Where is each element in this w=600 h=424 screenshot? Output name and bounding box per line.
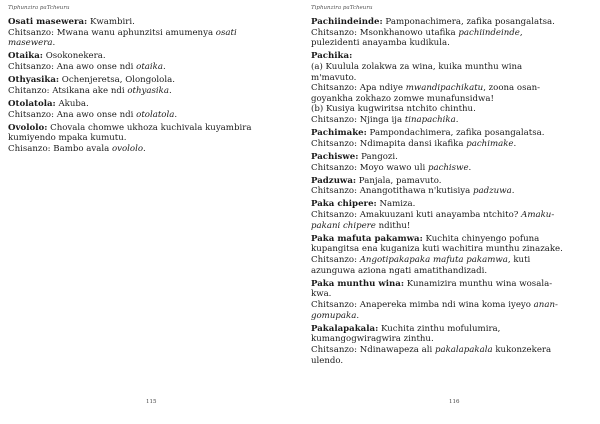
entry-text: Kuchita zinthu mofulumira, (378, 323, 501, 334)
entry-line (311, 210, 577, 221)
entry-text: Chitsanzo: Anapereka mimba ndi wina koma iyeyo (311, 300, 534, 310)
entry-text: . (52, 38, 56, 49)
entry-text: Pampondachimera, zafika posangalatsa. (366, 128, 545, 139)
entry-line (8, 62, 263, 73)
entry-line (8, 28, 263, 39)
dictionary-entries (8, 17, 263, 157)
entry-line (311, 324, 577, 335)
entry-text: azunguwa aziona ngati amatithandizadi. (311, 265, 488, 276)
entry-text: , (519, 27, 523, 38)
dictionary-entry (8, 17, 263, 49)
entry-text: kumiyendo mpaka kumutu. (8, 133, 127, 144)
entry-line (311, 345, 577, 356)
entry-text: , kuti (507, 255, 531, 266)
entry-line (311, 139, 577, 150)
entry-line (8, 75, 263, 86)
entry-line (311, 62, 577, 73)
entry-text: ulendo. (311, 355, 344, 366)
entry-line (311, 163, 577, 174)
italic-term: pakani chipere (311, 220, 376, 231)
entry-text: Chitsanzo: Ndinawapeza ali (311, 344, 435, 355)
running-header: Tiphunzira paTcheuru (8, 5, 70, 11)
entry-text: . (513, 138, 517, 149)
headword: Pachika: (311, 51, 353, 62)
headword: Padzuwa: (311, 175, 357, 186)
entry-text: , zoona osan- (483, 83, 541, 94)
entry-text: Chitsanzo: Anangotithawa n'kutisiya (311, 186, 474, 197)
dictionary-entry (311, 234, 577, 276)
entry-line (311, 266, 577, 277)
dictionary-entry (311, 51, 577, 125)
dictionary-entry (8, 75, 263, 96)
entry-text: kwa. (311, 289, 332, 300)
entry-text: Pangozi. (358, 151, 398, 162)
entry-line (311, 334, 577, 345)
page-number: 116 (449, 399, 460, 405)
entry-text: . (143, 143, 146, 154)
right-page (300, 0, 600, 424)
entry-line (311, 28, 577, 39)
entry-line (311, 152, 577, 163)
entry-line (311, 73, 577, 84)
entry-text: . (468, 162, 472, 173)
entry-text: Kwambiri. (87, 17, 135, 27)
entry-line (311, 300, 577, 311)
entry-text: Panjala, pamavuto. (356, 175, 442, 186)
entry-text: . (169, 85, 172, 96)
entry-text: Chitsanzo: Amakuuzani kuti anayamba ntchito? (311, 210, 522, 221)
entry-line (311, 128, 577, 139)
headword: Othyasika: (8, 75, 60, 86)
dictionary-entry (311, 324, 577, 366)
entry-line (311, 176, 577, 187)
entry-text: Chitsanzo: (311, 255, 360, 266)
headword: Paka mafuta pakamwa: (311, 233, 423, 244)
entry-text: Chisanzo: Bambo avala (8, 143, 112, 154)
entry-text: Ochenjeretsa, Olongolola. (59, 75, 175, 86)
entry-line (311, 51, 577, 62)
italic-term: otaika (136, 61, 163, 72)
dictionary-entry (8, 123, 263, 155)
entry-line (8, 99, 263, 110)
entry-text: m'mavuto. (311, 72, 357, 83)
dictionary-entry (311, 176, 577, 197)
entry-text: (a) Kuulula zolakwa za wina, kuika munthu wina (311, 61, 523, 72)
entry-text: ndithu! (375, 220, 411, 231)
italic-term: padzuwa (473, 186, 512, 197)
entry-line (311, 83, 577, 94)
entry-text: Namiza. (376, 199, 416, 210)
entry-line (311, 356, 577, 367)
running-header: Tiphunzira paTcheuru (311, 5, 373, 11)
entry-text: Chitsanzo: Ana awo onse ndi (8, 61, 137, 72)
entry-line (311, 279, 577, 290)
italic-term: osati (215, 27, 237, 38)
entry-text: kupangitsa ena kuganiza kuti wachitira munthu zinazake. (311, 244, 563, 255)
entry-text: Chitsanzo: Apa ndiye (311, 83, 406, 94)
entry-text: Chitsanzo: Njinga ija (311, 114, 405, 125)
entry-text: . (174, 109, 178, 120)
italic-term: gomupaka (311, 310, 357, 321)
entry-text: (b) Kusiya kugwiritsa ntchito chinthu. (311, 104, 476, 115)
entry-line (8, 17, 263, 28)
entry-line (8, 144, 263, 155)
entry-line (311, 94, 577, 105)
headword: Paka munthu wina: (311, 278, 405, 289)
entry-line (8, 133, 263, 144)
dictionary-entry (311, 279, 577, 321)
headword: Otolatola: (8, 98, 56, 109)
headword: Ovololo: (8, 122, 48, 133)
entry-text: Kuchita chinyengo pofuna (422, 233, 540, 244)
entry-line (311, 234, 577, 245)
entry-line (311, 199, 577, 210)
entry-line (8, 123, 263, 134)
entry-text: Chovala chomwe ukhoza kuchivala kuyambira (47, 122, 252, 133)
entry-text: Akuba. (55, 98, 89, 109)
entry-text: . (163, 61, 166, 72)
entry-line (8, 38, 263, 49)
dictionary-entries (311, 17, 577, 369)
entry-line (311, 244, 577, 255)
entry-text: Chitanzo: Atsikana ake ndi (8, 85, 128, 96)
entry-text: Chitsanzo: Moyo wawo uli (311, 162, 428, 173)
entry-line (311, 289, 577, 300)
italic-term: mwandipachikatu (405, 83, 484, 94)
entry-text: . (455, 114, 459, 125)
entry-line (311, 115, 577, 126)
italic-term: Amaku- (521, 210, 555, 221)
entry-line (311, 38, 577, 49)
headword: Pakalapakala: (311, 323, 379, 334)
entry-text: . (356, 310, 360, 321)
headword: Pachimake: (311, 128, 367, 139)
entry-line (311, 186, 577, 197)
entry-text: Chitsanzo: Ndimapita dansi ikafika (311, 138, 467, 149)
dictionary-entry (8, 51, 263, 72)
italic-term: ovololo (111, 143, 144, 154)
entry-line (311, 104, 577, 115)
entry-text: Pamponachimera, zafika posangalatsa. (382, 17, 555, 27)
entry-line (311, 17, 577, 28)
italic-term: otolatola (136, 109, 175, 120)
headword: Pachiswe: (311, 151, 359, 162)
entry-line (8, 86, 263, 97)
italic-term: Angotipakapaka mafuta pakamwa (359, 255, 508, 266)
italic-term: pakalapakala (434, 344, 493, 355)
italic-term: tinapachika (404, 114, 456, 125)
headword: Otaika: (8, 51, 43, 62)
dictionary-entry (311, 17, 577, 49)
dictionary-entry (311, 199, 577, 231)
headword: Paka chipere: (311, 199, 377, 210)
entry-line (311, 221, 577, 232)
entry-text: Kunamizira munthu wina wosala- (404, 278, 553, 289)
entry-line (311, 255, 577, 266)
italic-term: pachiindeinde (458, 27, 520, 38)
headword: Pachiindeinde: (311, 17, 383, 27)
entry-text: Chitsanzo: Msonkhanowo utafika (311, 27, 459, 38)
entry-text: kukonzekera (492, 344, 552, 355)
dictionary-entry (8, 99, 263, 120)
entry-text: Chitsanzo: Ana awo onse ndi (8, 109, 137, 120)
entry-text: pulezidenti anayamba kudikula. (311, 38, 450, 49)
italic-term: pachiswe (427, 162, 469, 173)
dictionary-entry (311, 152, 577, 173)
entry-line (8, 51, 263, 62)
italic-term: masewera (8, 38, 53, 49)
entry-text: . (511, 186, 515, 197)
italic-term: pachimake (466, 138, 514, 149)
entry-text: Chitsanzo: Mwana wanu aphunzitsi amumenya (8, 27, 216, 38)
dictionary-entry (311, 128, 577, 149)
italic-term: othyasika (127, 85, 169, 96)
entry-line (8, 110, 263, 121)
page-number: 115 (146, 399, 157, 405)
entry-text: kumangogwiragwira zinthu. (311, 334, 434, 345)
entry-line (311, 311, 577, 322)
italic-term: anan- (533, 300, 558, 310)
headword: Osati masewera: (8, 17, 88, 27)
entry-text: Osokonekera. (42, 51, 106, 62)
entry-text: goyankha zokhazo zomwe munafunsidwa! (311, 93, 494, 104)
